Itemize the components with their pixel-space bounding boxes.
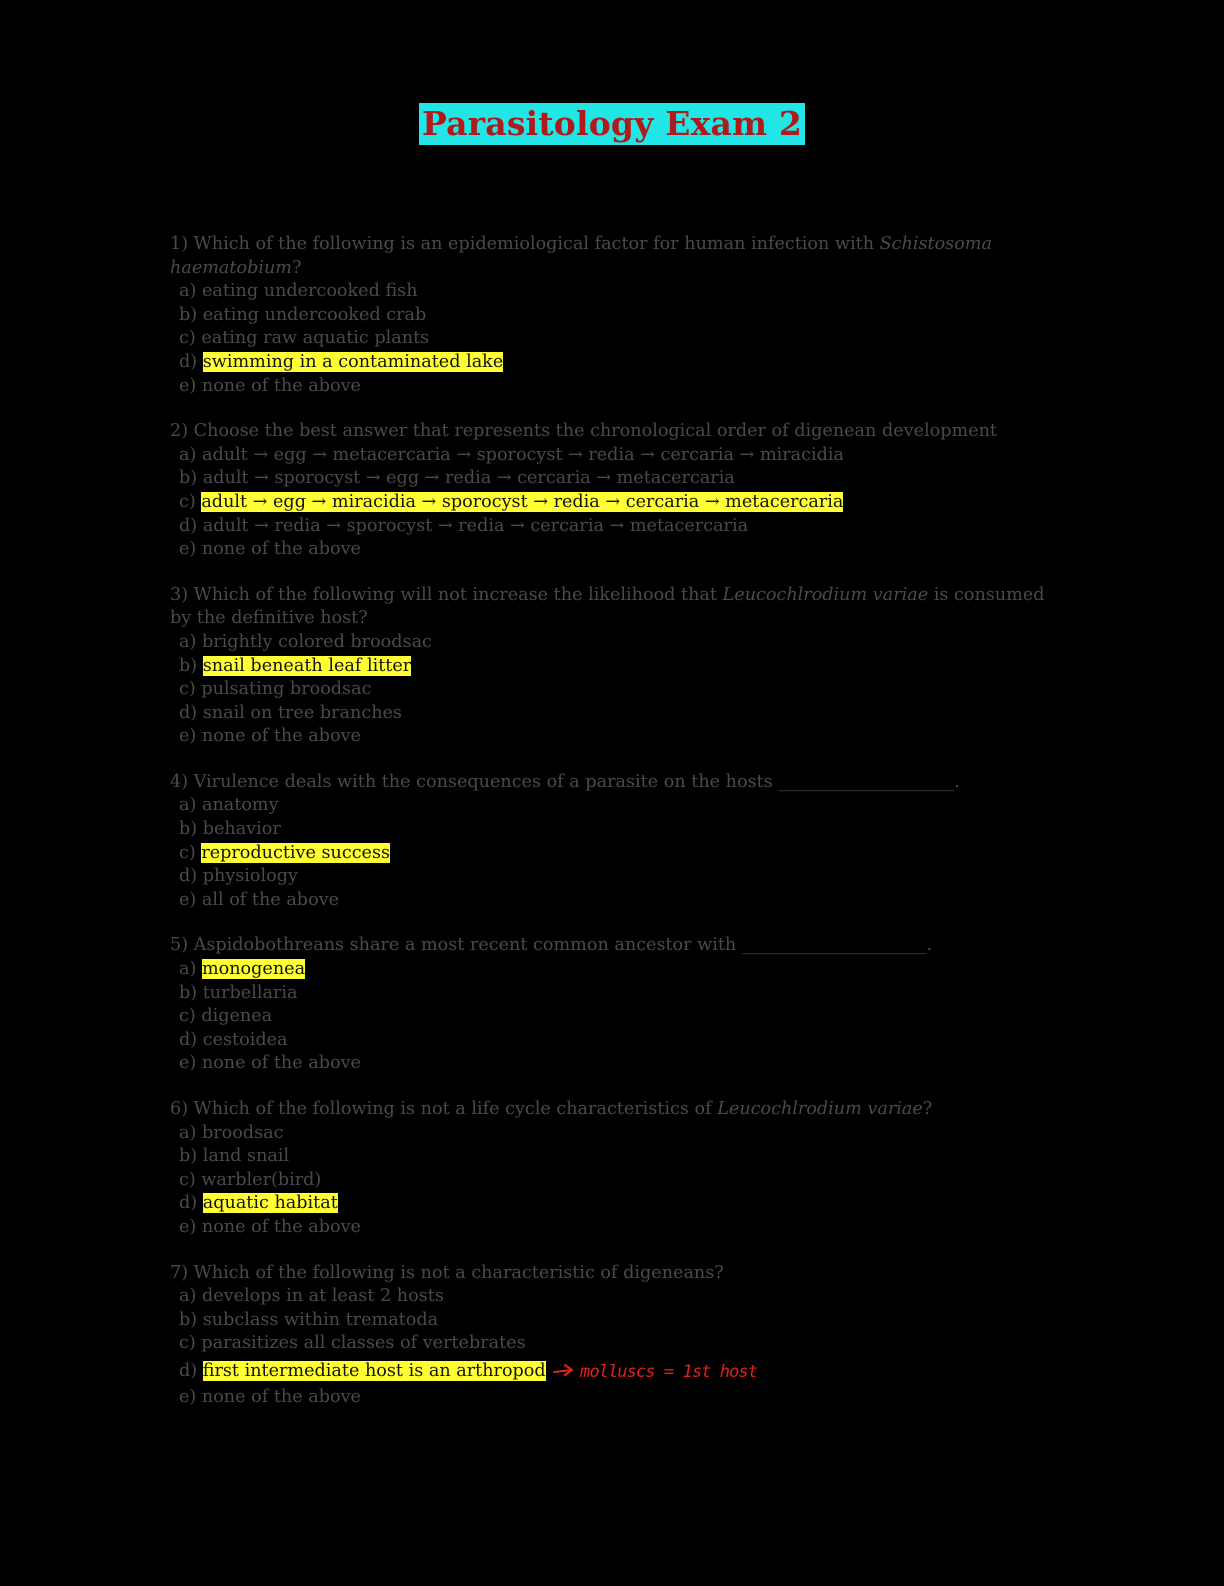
answer-option — [170, 1285, 1050, 1309]
answer-option — [170, 444, 1050, 468]
option-letter: c) — [179, 842, 196, 863]
option-letter: e) — [179, 1386, 197, 1407]
option-text: pulsating broodsac — [201, 679, 372, 700]
option-text: parasitizes all classes of vertebrates — [201, 1333, 526, 1354]
option-text: none of the above — [201, 375, 361, 396]
option-text: eating raw aquatic plants — [201, 328, 430, 349]
option-letter: d) — [179, 1360, 198, 1381]
question-number: 3) — [170, 584, 189, 605]
question-1 — [170, 233, 1050, 398]
answer-option — [170, 1052, 1050, 1076]
option-letter: d) — [179, 866, 198, 887]
handwritten-note — [550, 1356, 765, 1386]
answer-option — [170, 491, 1050, 515]
question-stem: Choose the best answer that represents the chronological order of digenean development — [193, 421, 997, 442]
question-stem: Which of the following is an epidemiological factor for human infection with — [193, 234, 880, 254]
question-number: 1) — [170, 234, 189, 254]
option-letter: d) — [179, 515, 198, 536]
page-title: Parasitology Exam 2 — [419, 103, 805, 145]
question-text — [170, 1262, 1050, 1286]
question-6 — [170, 1098, 1050, 1240]
option-text: none of the above — [201, 726, 361, 747]
question-text — [170, 584, 1050, 631]
option-letter: c) — [179, 328, 196, 349]
highlighted-answer: adult → egg → miracidia → sporocyst → redia → cercaria → metacercaria — [201, 491, 844, 512]
option-letter: c) — [179, 1006, 196, 1027]
option-text: behavior — [202, 819, 281, 840]
option-letter: e) — [179, 889, 197, 910]
option-letter: a) — [179, 631, 197, 652]
answer-option — [170, 515, 1050, 539]
option-letter: c) — [179, 491, 196, 512]
option-text: digenea — [201, 1006, 273, 1027]
answer-option — [170, 375, 1050, 399]
option-text: none of the above — [201, 1386, 361, 1407]
option-text: anatomy — [201, 795, 279, 816]
answer-option — [170, 631, 1050, 655]
option-text: turbellaria — [202, 982, 298, 1003]
answer-option — [170, 1192, 1050, 1216]
highlighted-answer: swimming in a contaminated lake — [202, 351, 504, 372]
option-letter: b) — [179, 819, 198, 840]
answer-option — [170, 1145, 1050, 1169]
option-letter: b) — [179, 1309, 198, 1330]
answer-option — [170, 467, 1050, 491]
option-text: adult → redia → sporocyst → redia → cercaria → metacercaria — [202, 515, 749, 536]
question-stem: Which of the following is not a characteristic of digeneans? — [193, 1262, 724, 1283]
answer-option — [170, 1386, 1050, 1410]
answer-option — [170, 1005, 1050, 1029]
option-text: physiology — [202, 866, 298, 887]
question-number: 6) — [170, 1099, 189, 1119]
option-text: snail on tree branches — [202, 702, 402, 723]
option-letter: e) — [179, 375, 197, 396]
answer-option — [170, 865, 1050, 889]
question-4 — [170, 771, 1050, 913]
option-letter: d) — [179, 351, 198, 372]
title-container — [0, 103, 1224, 145]
option-letter: a) — [179, 1122, 197, 1143]
question-number: 4) — [170, 771, 189, 792]
option-letter: e) — [179, 1216, 197, 1237]
answer-option — [170, 725, 1050, 749]
option-letter: c) — [179, 679, 196, 700]
option-letter: b) — [179, 304, 198, 325]
highlighted-answer: first intermediate host is an arthropod — [202, 1360, 546, 1381]
option-text: none of the above — [201, 1216, 361, 1237]
answer-option — [170, 678, 1050, 702]
answer-option — [170, 1309, 1050, 1333]
question-stem: Which of the following will not increase the likelihood that — [193, 584, 723, 605]
option-text: broodsac — [201, 1122, 284, 1143]
question-list — [170, 233, 1050, 1432]
answer-option — [170, 351, 1050, 375]
question-2 — [170, 420, 1050, 562]
species-name: Schistosoma haematobium — [170, 234, 992, 278]
question-text — [170, 420, 1050, 444]
option-letter: b) — [179, 655, 198, 676]
question-5 — [170, 934, 1050, 1076]
option-text: adult → egg → metacercaria → sporocyst → redia → cercaria → miracidia — [201, 444, 845, 465]
answer-option — [170, 1332, 1050, 1356]
option-letter: b) — [179, 982, 198, 1003]
highlighted-answer: monogenea — [201, 959, 306, 980]
option-text: brightly colored broodsac — [201, 631, 432, 652]
option-text: warbler(bird) — [201, 1169, 322, 1190]
answer-option — [170, 842, 1050, 866]
option-text: none of the above — [201, 539, 361, 560]
highlighted-answer: aquatic habitat — [202, 1193, 338, 1214]
answer-option — [170, 702, 1050, 726]
option-text: all of the above — [201, 889, 340, 910]
option-letter: a) — [179, 1286, 197, 1307]
option-text: adult → sporocyst → egg → redia → cercaria → metacercaria — [202, 468, 735, 489]
highlighted-answer: reproductive success — [201, 842, 391, 863]
question-stem-end: ? — [922, 1099, 933, 1119]
handwritten-arrow — [554, 1365, 572, 1375]
answer-option — [170, 655, 1050, 679]
answer-option — [170, 889, 1050, 913]
question-stem: Virulence deals with the consequences of a parasite on the hosts ____________________. — [193, 771, 960, 792]
species-name: Leucochlrodium variae — [722, 584, 929, 605]
question-stem-end: is consumed by the definitive host? — [170, 584, 1045, 629]
question-number: 7) — [170, 1262, 189, 1283]
option-letter: a) — [179, 281, 197, 302]
option-letter: e) — [179, 1053, 197, 1074]
option-letter: a) — [179, 795, 197, 816]
question-stem: Which of the following is not a life cycle characteristics of — [193, 1099, 718, 1119]
answer-option — [170, 958, 1050, 982]
species-name: Leucochlrodium variae — [717, 1099, 923, 1119]
option-letter: d) — [179, 1029, 198, 1050]
question-stem: Aspidobothreans share a most recent common ancestor with _____________________. — [193, 935, 933, 956]
question-number: 5) — [170, 935, 189, 956]
option-text: eating undercooked crab — [202, 304, 427, 325]
answer-option — [170, 1356, 1050, 1386]
option-text: cestoidea — [202, 1029, 288, 1050]
answer-option — [170, 818, 1050, 842]
option-text: subclass within trematoda — [202, 1309, 439, 1330]
answer-option — [170, 327, 1050, 351]
handwritten-note-text: molluscs = 1st host — [579, 1361, 758, 1382]
option-text: land snail — [202, 1146, 290, 1167]
option-text: develops in at least 2 hosts — [201, 1286, 444, 1307]
answer-option — [170, 794, 1050, 818]
option-letter: e) — [179, 539, 197, 560]
question-text — [170, 771, 1050, 795]
answer-option — [170, 1029, 1050, 1053]
option-letter: e) — [179, 726, 197, 747]
highlighted-answer: snail beneath leaf litter — [202, 655, 412, 676]
question-number: 2) — [170, 421, 189, 442]
option-text: none of the above — [201, 1053, 361, 1074]
option-letter: a) — [179, 959, 197, 980]
answer-option — [170, 538, 1050, 562]
option-letter: b) — [179, 468, 198, 489]
question-7 — [170, 1262, 1050, 1410]
answer-option — [170, 280, 1050, 304]
answer-option — [170, 1169, 1050, 1193]
question-text — [170, 1098, 1050, 1122]
option-letter: c) — [179, 1333, 196, 1354]
answer-option — [170, 304, 1050, 328]
option-letter: d) — [179, 702, 198, 723]
option-letter: c) — [179, 1169, 196, 1190]
answer-option — [170, 1122, 1050, 1146]
answer-option — [170, 1216, 1050, 1240]
option-letter: d) — [179, 1193, 198, 1214]
answer-option — [170, 982, 1050, 1006]
option-letter: b) — [179, 1146, 198, 1167]
option-letter: a) — [179, 444, 197, 465]
option-text: eating undercooked fish — [201, 281, 418, 302]
question-3 — [170, 584, 1050, 749]
question-text — [170, 934, 1050, 958]
question-stem-end: ? — [291, 257, 302, 278]
question-text — [170, 233, 1050, 280]
